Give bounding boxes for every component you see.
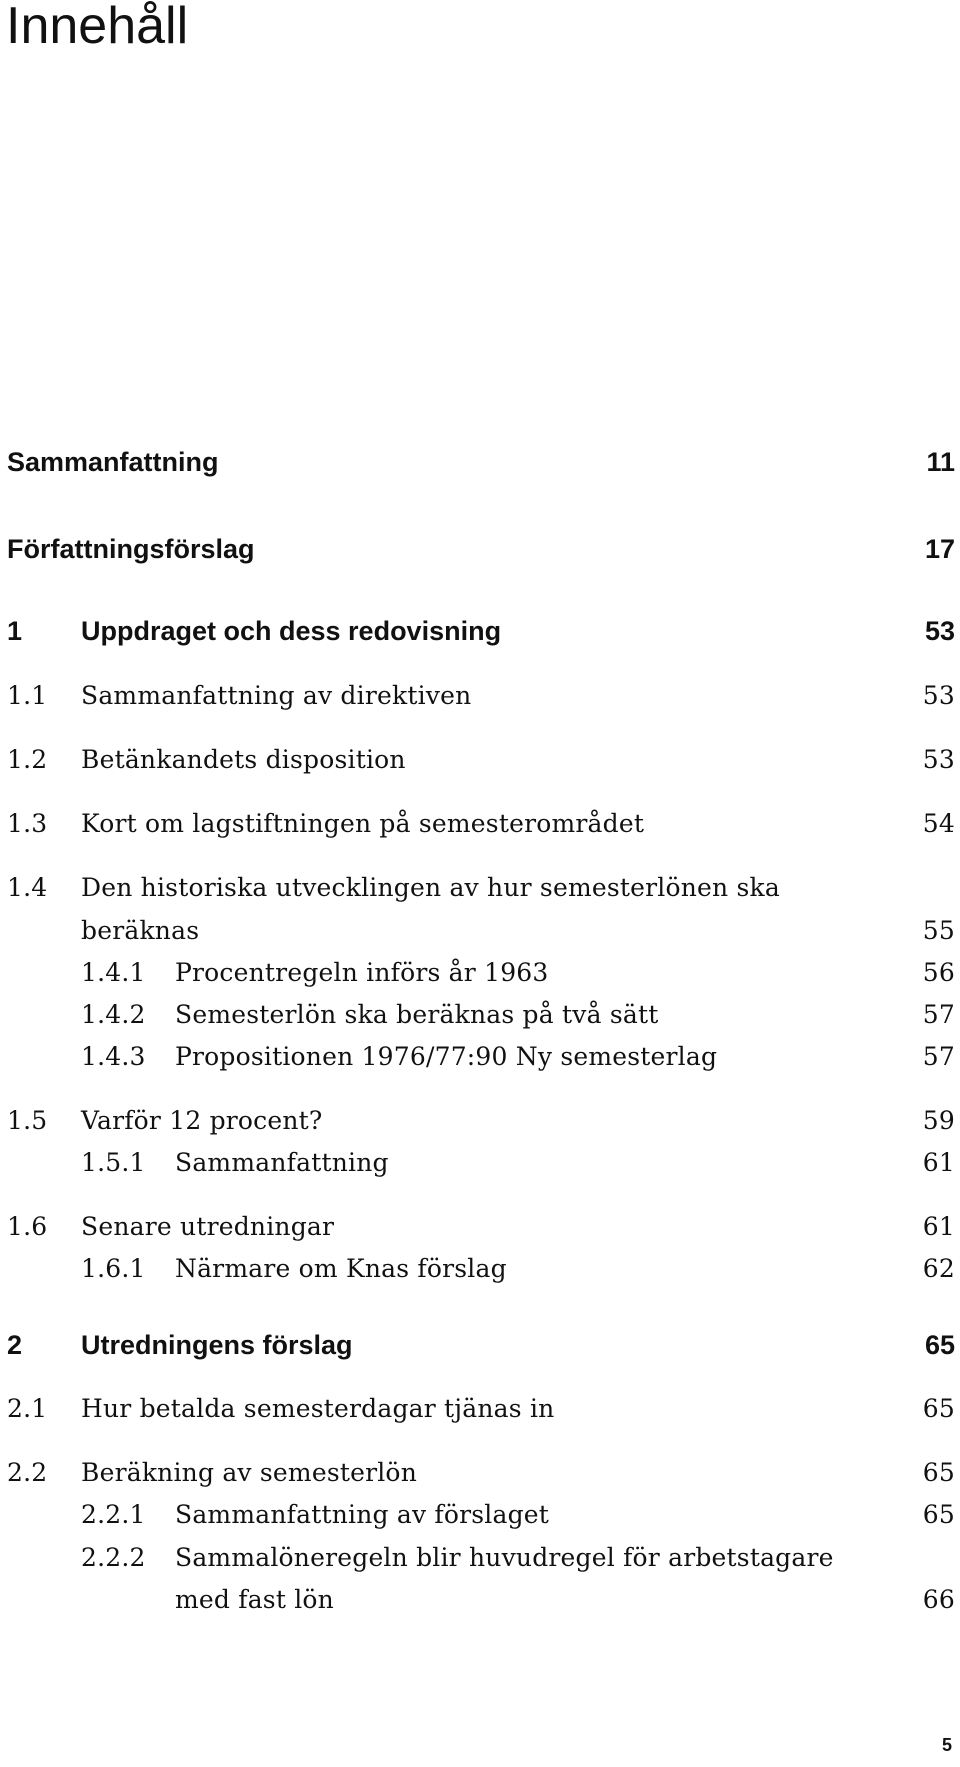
toc-page: 59 <box>922 1106 955 1135</box>
toc-label: Uppdraget och dess redovisning <box>81 616 502 646</box>
toc-entry-1-5-1[interactable] <box>81 1148 955 1188</box>
toc-page: 65 <box>922 1394 955 1423</box>
toc-number: 1 <box>7 616 23 646</box>
toc-entry-1-6[interactable] <box>7 1212 955 1252</box>
toc-label: Den historiska utvecklingen av hur semesterlönen ska <box>81 873 780 902</box>
toc-entry-1-4[interactable] <box>7 873 955 913</box>
toc-page: 55 <box>922 916 955 945</box>
toc-label: Beräkning av semesterlön <box>81 1458 417 1487</box>
toc-number: 1.6 <box>7 1212 48 1241</box>
toc-label: beräknas <box>81 916 200 945</box>
page-number: 5 <box>941 1735 952 1755</box>
toc-label: Betänkandets disposition <box>81 745 406 774</box>
toc-label: Sammanfattning av förslaget <box>175 1500 550 1529</box>
toc-page: 65 <box>922 1500 955 1529</box>
page-title: Innehåll <box>6 0 189 55</box>
toc-number: 1.4 <box>7 873 48 902</box>
toc-label: Hur betalda semesterdagar tjänas in <box>81 1394 555 1423</box>
toc-entry-1-3[interactable] <box>7 809 955 849</box>
toc-page: 65 <box>924 1330 955 1360</box>
toc-label: Varför 12 procent? <box>81 1106 323 1135</box>
toc-entry-chapter-2[interactable] <box>7 1330 955 1370</box>
toc-page: 65 <box>922 1458 955 1487</box>
toc-label: Författningsförslag <box>7 534 255 564</box>
toc-label: Propositionen 1976/77:90 Ny semesterlag <box>175 1042 718 1071</box>
toc-entry-1-5[interactable] <box>7 1106 955 1146</box>
toc-number: 1.5.1 <box>81 1148 146 1177</box>
toc-entry-1-1[interactable] <box>7 681 955 721</box>
toc-page: 53 <box>924 616 955 646</box>
toc-page: 61 <box>922 1148 955 1177</box>
toc-label: Semesterlön ska beräknas på två sätt <box>175 1000 659 1029</box>
toc-label: Sammanfattning <box>7 447 219 477</box>
toc-label: med fast lön <box>175 1585 334 1614</box>
toc-entry-1-4-1[interactable] <box>81 958 955 998</box>
toc-number: 1.5 <box>7 1106 48 1135</box>
toc-entry-1-4-3[interactable] <box>81 1042 955 1082</box>
toc-number: 2 <box>7 1330 23 1360</box>
toc-page: 62 <box>922 1254 955 1283</box>
toc-page: 53 <box>922 681 955 710</box>
toc-label: Närmare om Knas förslag <box>175 1254 507 1283</box>
toc-label: Sammanfattning av direktiven <box>81 681 472 710</box>
toc-entry-1-2[interactable] <box>7 745 955 785</box>
toc-entry-1-6-1[interactable] <box>81 1254 955 1294</box>
toc-number: 1.2 <box>7 745 48 774</box>
toc-number: 1.4.1 <box>81 958 146 987</box>
toc-entry-sammanfattning[interactable] <box>7 447 955 487</box>
toc-page: 54 <box>922 809 955 838</box>
toc-entry-2-2-2[interactable] <box>81 1543 955 1583</box>
toc-entry-2-2-1[interactable] <box>81 1500 955 1540</box>
toc-page: 11 <box>926 447 955 477</box>
toc-entry-2-1[interactable] <box>7 1394 955 1434</box>
toc-entry-forfattningsforslag[interactable] <box>7 534 955 574</box>
toc-label: Utredningens förslag <box>81 1330 353 1360</box>
toc-page: 66 <box>922 1585 955 1614</box>
toc-page: 53 <box>922 745 955 774</box>
toc-number: 1.1 <box>7 681 48 710</box>
toc-entry-1-4-2[interactable] <box>81 1000 955 1040</box>
toc-label: Sammalöneregeln blir huvudregel för arbetstagare <box>175 1543 834 1572</box>
toc-entry-chapter-1[interactable] <box>7 616 955 656</box>
toc-number: 2.2 <box>7 1458 48 1487</box>
toc-entry-1-4-continued[interactable] <box>7 916 955 956</box>
toc-number: 2.1 <box>7 1394 48 1423</box>
toc-number: 1.3 <box>7 809 48 838</box>
toc-label: Kort om lagstiftningen på semesterområdet <box>81 809 645 838</box>
toc-page: 57 <box>922 1000 955 1029</box>
toc-page: 56 <box>922 958 955 987</box>
toc-page: 17 <box>924 534 955 564</box>
toc-entry-2-2-2-continued[interactable] <box>81 1585 955 1625</box>
toc-number: 2.2.2 <box>81 1543 146 1572</box>
toc-page: 57 <box>922 1042 955 1071</box>
toc-number: 1.4.2 <box>81 1000 146 1029</box>
toc-number: 1.4.3 <box>81 1042 146 1071</box>
toc-label: Sammanfattning <box>175 1148 389 1177</box>
toc-number: 1.6.1 <box>81 1254 146 1283</box>
toc-entry-2-2[interactable] <box>7 1458 955 1498</box>
toc-label: Procentregeln införs år 1963 <box>175 958 549 987</box>
toc-label: Senare utredningar <box>81 1212 335 1241</box>
toc-page: 61 <box>922 1212 955 1241</box>
toc-number: 2.2.1 <box>81 1500 146 1529</box>
